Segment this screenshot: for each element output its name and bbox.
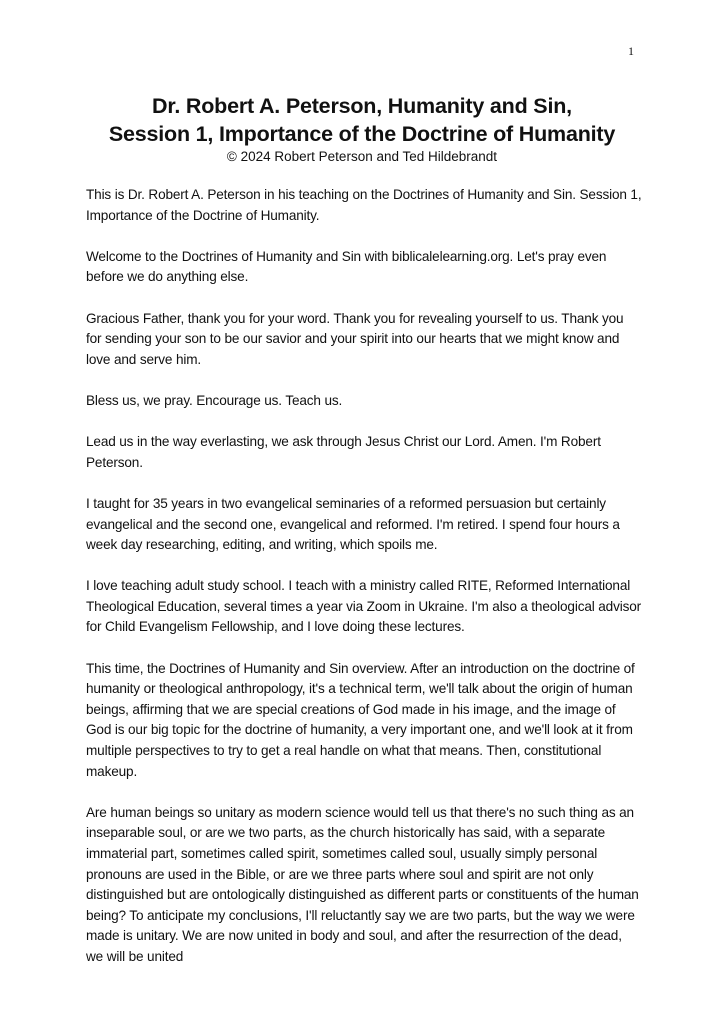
page-number: 1 bbox=[628, 44, 634, 58]
transcript-body bbox=[86, 185, 642, 988]
paragraph: This is Dr. Robert A. Peterson in his teaching on the Doctrines of Humanity and Sin. Session 1, Importance of the Doctrine of Humanity. bbox=[86, 187, 642, 223]
paragraph: Gracious Father, thank you for your word. Thank you for revealing yourself to us. Thank you for sending your son to be our savior and your spirit into our hearts that we might know and love and serve him. bbox=[86, 310, 624, 367]
copyright-notice: © 2024 Robert Peterson and Ted Hildebrandt bbox=[226, 149, 498, 164]
title-line-2: Session 1, Importance of the Doctrine of Humanity bbox=[108, 122, 616, 146]
paragraph: Are human beings so unitary as modern science would tell us that there's no such thing as an inseparable soul, or are we two parts, as the church historically has said, with a separate immaterial part, sometimes called spirit, sometimes called soul, usually simply personal pronouns are used in the Bible, or are we three parts where soul and spirit are not only distinguished but are ontologically distinguished as different parts or constituents of the human being? To anticipate my conclusions, I'll reluctantly say we are two parts, but the way we were made is unitary. We are now united in body and soul, and after the resurrection of the dead, we will be united bbox=[86, 804, 639, 964]
paragraph: Lead us in the way everlasting, we ask through Jesus Christ our Lord. Amen. I'm Robert Peterson. bbox=[86, 434, 601, 470]
paragraph: I love teaching adult study school. I teach with a ministry called RITE, Reformed International Theological Education, several times a year via Zoom in Ukraine. I'm also a theological advisor for Child Evangelism Fellowship, and I love doing these lectures. bbox=[86, 578, 642, 635]
document-header bbox=[0, 92, 724, 166]
paragraph: I taught for 35 years in two evangelical seminaries of a reformed persuasion but certainly evangelical and the second one, evangelical and reformed. I'm retired. I spend four hours a week day researching, editing, and writing, which spoils me. bbox=[86, 495, 620, 553]
paragraph: Welcome to the Doctrines of Humanity and Sin with biblicalelearning.org. Let's pray even before we do anything else. bbox=[86, 248, 607, 285]
paragraph: Bless us, we pray. Encourage us. Teach us. bbox=[86, 392, 343, 408]
paragraph: This time, the Doctrines of Humanity and Sin overview. After an introduction on the doctrine of humanity or theological anthropology, it's a technical term, we'll talk about the origin of human beings, affirming that we are special creations of God made in his image, and the image of God is our big topic for the doctrine of humanity, a very important one, and we'll look at it from multiple perspectives to try to get a real handle on what that means. Then, constitutional makeup. bbox=[86, 660, 635, 779]
title-line-1: Dr. Robert A. Peterson, Humanity and Sin, bbox=[152, 94, 572, 118]
